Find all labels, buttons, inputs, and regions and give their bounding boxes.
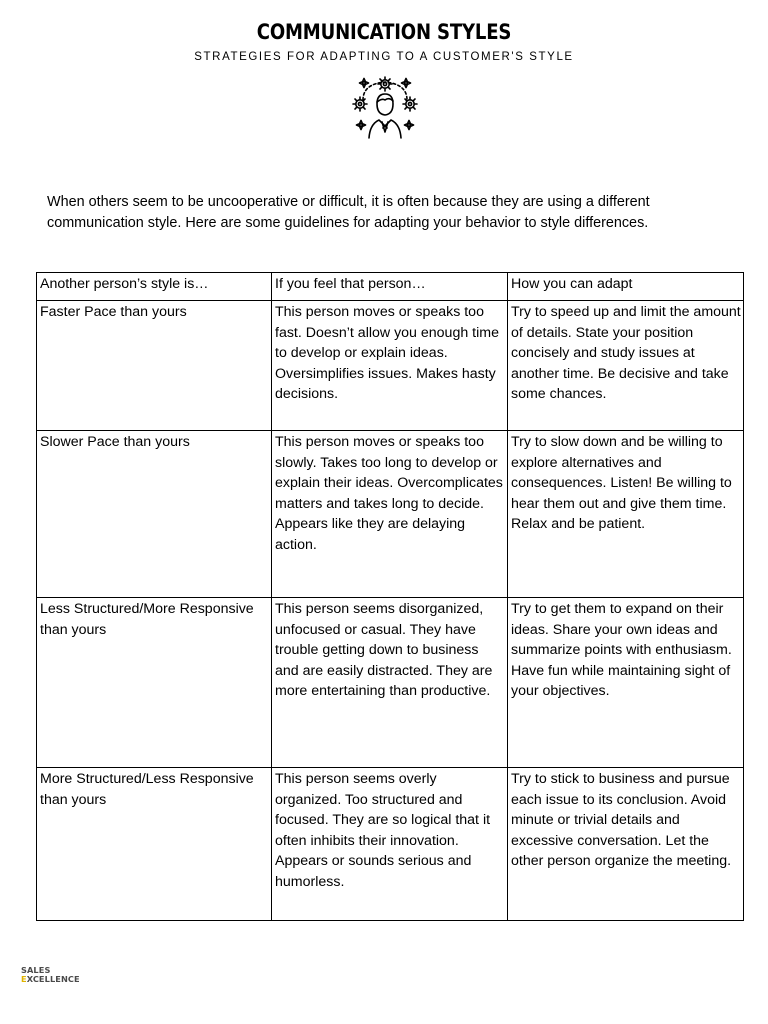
logo-accent-letter: E (21, 974, 27, 984)
logo-line-2 (21, 975, 80, 984)
table-cell-style: Faster Pace than yours (37, 301, 272, 431)
table-cell-feeling: This person seems overly organized. Too structured and focused. They are so logical that it often inhibits their innovation. Appears or sounds serious and humorless. (272, 768, 508, 921)
table-cell-adapt: Try to stick to business and pursue each issue to its conclusion. Avoid minute or trivial details and excessive conversation. Let the other person organize the meeting. (508, 768, 744, 921)
table-cell-feeling: This person seems disorganized, unfocused or casual. They have trouble getting down to business and are easily distracted. They are more entertaining than productive. (272, 598, 508, 768)
table-cell-feeling: This person moves or speaks too fast. Doesn’t allow you enough time to develop or explain ideas. Oversimplifies issues. Makes hasty decisions. (272, 301, 508, 431)
communication-styles-table (36, 272, 744, 921)
table-cell-adapt: Try to speed up and limit the amount of details. State your position concisely and study issues at another time. Be decisive and take some chances. (508, 301, 744, 431)
table-cell-style: Slower Pace than yours (37, 431, 272, 598)
table-row (37, 598, 744, 768)
header-how-to-adapt: How you can adapt (508, 273, 744, 301)
intro-paragraph: When others seem to be uncooperative or difficult, it is often because they are using a different communication style. Here are some guidelines for adapting your behavior to style differences. (47, 194, 650, 231)
header-other-style: Another person’s style is… (37, 273, 272, 301)
table-cell-adapt: Try to get them to expand on their ideas. Share your own ideas and summarize points with enthusiasm. Have fun while maintaining sight of your objectives. (508, 598, 744, 768)
page-subtitle: STRATEGIES FOR ADAPTING TO A CUSTOMER'S STYLE (194, 51, 574, 63)
table-header-row (37, 273, 744, 301)
table-cell-adapt: Try to slow down and be willing to explore alternatives and consequences. Listen! Be willing to hear them out and give them time. Relax and be patient. (508, 431, 744, 598)
logo-line-1: SALES (21, 965, 51, 975)
page-title: COMMUNICATION STYLES (256, 20, 512, 44)
table-cell-style: More Structured/Less Responsive than yours (37, 768, 272, 921)
table-row (37, 301, 744, 431)
table-cell-feeling: This person moves or speaks too slowly. Takes too long to develop or explain their ideas. Overcomplicates matters and takes long to decide. Appears like they are delaying action. (272, 431, 508, 598)
table-cell-style: Less Structured/More Responsive than yours (37, 598, 272, 768)
table-row (37, 431, 744, 598)
logo-line-2-rest: XCELLENCE (26, 974, 80, 984)
header-if-you-feel: If you feel that person… (272, 273, 508, 301)
table-row (37, 768, 744, 921)
sales-excellence-logo (21, 966, 80, 984)
person-with-gears-icon (349, 74, 421, 142)
